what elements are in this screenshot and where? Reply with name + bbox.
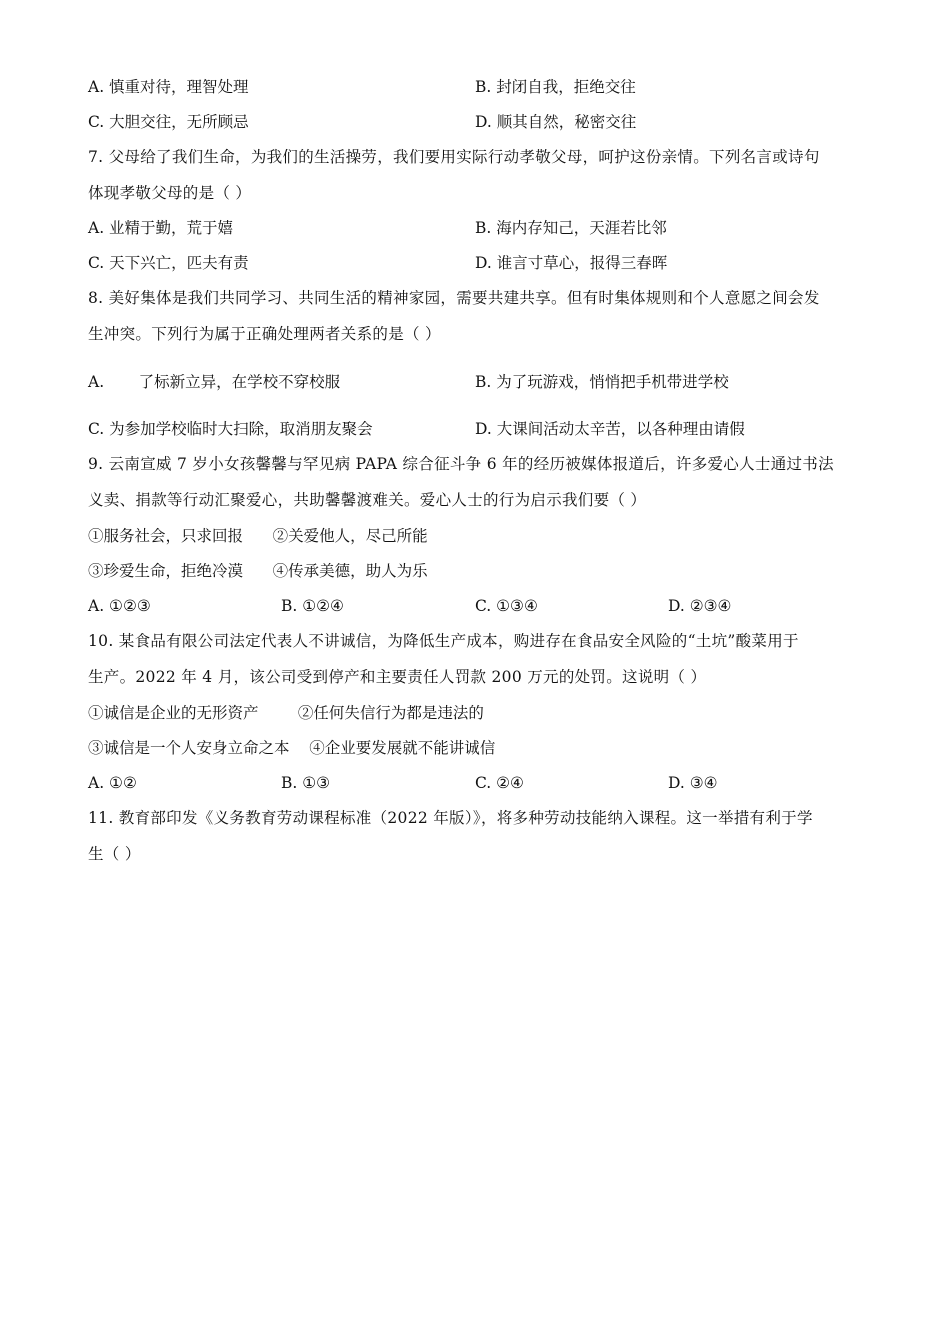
q8-option-d: D. 大课间活动太辛苦，以各种理由请假 <box>475 420 745 438</box>
q10-statements-3-4: ③诚信是一个人安身立命之本 ④企业要发展就不能讲诚信 <box>88 739 496 757</box>
q7-option-d: D. 谁言寸草心，报得三春晖 <box>475 254 668 272</box>
q10-statements-1-2: ①诚信是企业的无形资产 ②任何失信行为都是违法的 <box>88 704 484 722</box>
q10-option-a: A. ①② <box>88 774 137 792</box>
q11-stem-line2: 生（ ） <box>88 845 141 863</box>
q6-option-a: A. 慎重对待，理智处理 <box>88 78 249 96</box>
q9-stem-line2: 义卖、捐款等行动汇聚爱心，共助馨馨渡难关。爱心人士的行为启示我们要（ ） <box>88 491 647 509</box>
q9-statements-1-2: ①服务社会，只求回报 ②关爱他人，尽己所能 <box>88 527 428 545</box>
q6-option-c: C. 大胆交往，无所顾忌 <box>88 113 249 131</box>
q9-option-c: C. ①③④ <box>475 597 538 615</box>
q6-option-b: B. 封闭自我，拒绝交往 <box>475 78 636 96</box>
q9-stem-line1: 9. 云南宣威 7 岁小女孩馨馨与罕见病 PAPA 综合征斗争 6 年的经历被媒体报道后，许多爱心人士通过书法 <box>88 455 834 473</box>
q9-statements-3-4: ③珍爱生命，拒绝冷漠 ④传承美德，助人为乐 <box>88 562 428 580</box>
q6-option-d: D. 顺其自然，秘密交往 <box>475 113 637 131</box>
q7-option-c: C. 天下兴亡，匹夫有责 <box>88 254 249 272</box>
q8-stem-line2: 生冲突。下列行为属于正确处理两者关系的是（ ） <box>88 325 441 343</box>
q8-stem-line1: 8. 美好集体是我们共同学习、共同生活的精神家园，需要共建共享。但有时集体规则和个人意愿之间会发 <box>88 289 820 307</box>
q7-stem-line1: 7. 父母给了我们生命，为我们的生活操劳，我们要用实际行动孝敬父母，呵护这份亲情。下列名言或诗句 <box>88 148 820 166</box>
q7-option-a: A. 业精于勤，荒于嬉 <box>88 219 234 237</box>
q10-stem-line1: 10. 某食品有限公司法定代表人不讲诚信，为降低生产成本，购进存在食品安全风险的“土坑”酸菜用于 <box>88 632 799 650</box>
q7-option-b: B. 海内存知己，天涯若比邻 <box>475 219 667 237</box>
q9-option-a: A. ①②③ <box>88 597 151 615</box>
q10-option-d: D. ③④ <box>668 774 718 792</box>
q8-option-a: A. 了标新立异，在学校不穿校服 <box>88 373 341 391</box>
q8-option-c: C. 为参加学校临时大扫除，取消朋友聚会 <box>88 420 373 438</box>
q11-stem-line1: 11. 教育部印发《义务教育劳动课程标准（2022 年版）》，将多种劳动技能纳入课程。这一举措有利于学 <box>88 809 813 827</box>
q8-option-b: B. 为了玩游戏，悄悄把手机带进学校 <box>475 373 729 391</box>
q10-option-c: C. ②④ <box>475 774 524 792</box>
q9-option-d: D. ②③④ <box>668 597 732 615</box>
q10-option-b: B. ①③ <box>281 774 331 792</box>
q9-option-b: B. ①②④ <box>281 597 344 615</box>
q10-stem-line2: 生产。2022 年 4 月，该公司受到停产和主要责任人罚款 200 万元的处罚。这说明（ ） <box>88 668 707 686</box>
q7-stem-line2: 体现孝敬父母的是（ ） <box>88 184 252 202</box>
